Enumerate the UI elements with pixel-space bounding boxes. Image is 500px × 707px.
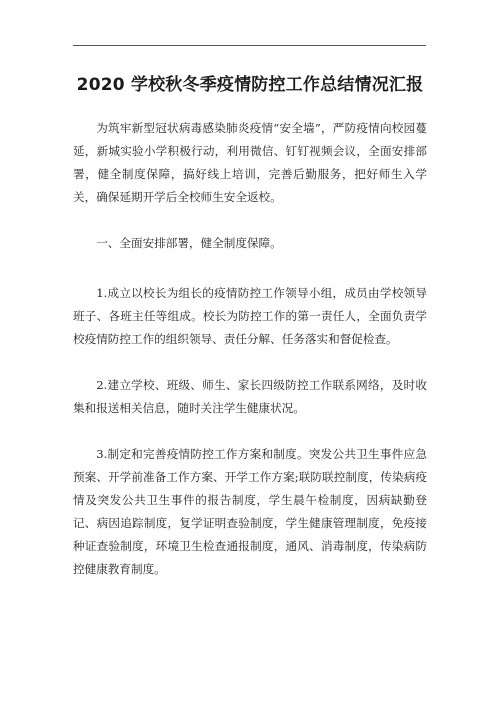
list-item-3: 3.制定和完善疫情防控工作方案和制度。突发公共卫生事件应急预案、开学前准备工作方案、开学工作方案;联防联控制度，传染病疫情及突发公共卫生事件的报告制度，学生晨午检制度，因病缺勤登记、病因追踪制度，复学证明查验制度，学生健康管理制度，免疫接种证查验制度，环境卫生检查通报制度，通风、消毒制度，传染病防控健康教育制度。: [73, 447, 427, 576]
list-item-1: 1.成立以校长为组长的疫情防控工作领导小组，成员由学校领导班子、各班主任等组成。校长为防控工作的第一责任人，全面负责学校疫情防控工作的组织领导、责任分解、任务落实和督促检查。: [73, 286, 427, 346]
section-heading: 一、全面安排部署，健全制度保障。: [96, 236, 282, 250]
intro-paragraph: 为筑牢新型冠状病毒感染肺炎疫情“安全墙”，严防疫情向校园蔓延，新城实验小学积极行动，利用微信、钉钉视频会议，全面安排部署，健全制度保障，搞好线上培训，完善后勤服务，把好师生入学关，确保延期开学后全校师生安全返校。: [73, 121, 427, 204]
header-rule: [73, 45, 426, 46]
page-title: 2020 学校秋冬季疫情防控工作总结情况汇报: [76, 75, 424, 96]
list-item-2: 2.建立学校、班级、师生、家长四级防控工作联系网络，及时收集和报送相关信息，随时关注学生健康状况。: [73, 378, 427, 415]
